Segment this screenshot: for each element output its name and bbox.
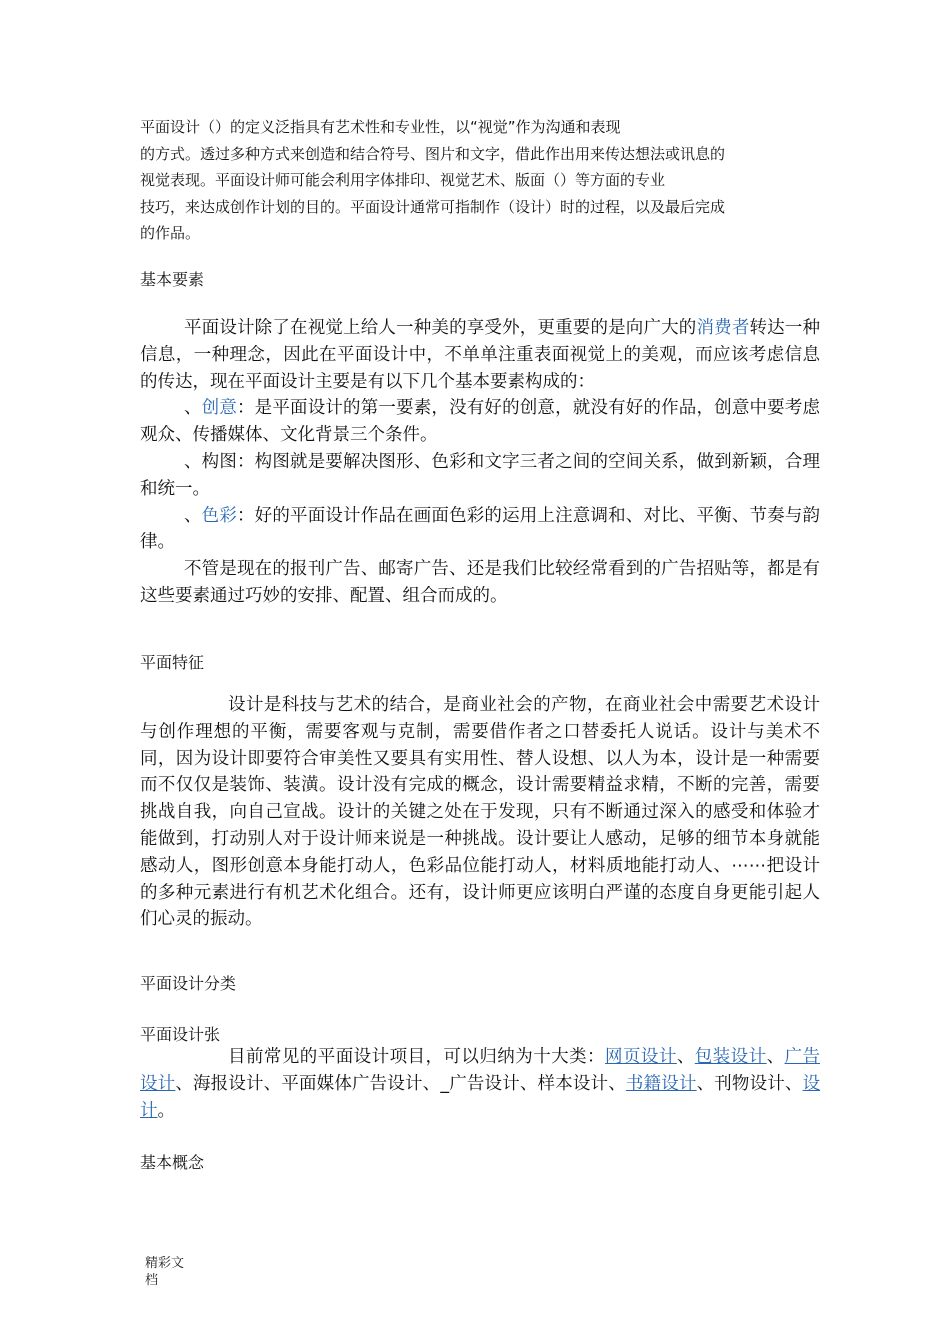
- design-link[interactable]: 设计: [140, 1073, 821, 1121]
- intro-line: 技巧，来达成创作计划的目的。平面设计通常可指制作（设计）时的过程，以及最后完成: [140, 197, 726, 216]
- text-span: 、: [766, 1047, 785, 1067]
- text-span: ：是平面设计的第一要素，没有好的创意，就没有好的作品，创意中要考虑观众、传播媒体、文化背景三个条件。: [140, 398, 820, 446]
- text-span: 、: [696, 1073, 715, 1094]
- heading-basic-concepts: 基本概念: [140, 1153, 205, 1172]
- advertising-design-link[interactable]: 广告设计: [140, 1047, 820, 1094]
- page-footer: [145, 1255, 205, 1289]
- features-paragraph: 设计是科技与艺术的结合，是商业社会的产物，在商业社会中需要艺术设计与创作理想的平衡，需要客观与克制，需要借作者之口替委托人说话。设计与美术不同，因为设计即要符合审美性又要具有实用性、替人设想、以人为本，设计是一种需要而不仅仅是装饰、装潢。设计没有完成的概念，设计需要精益求精，不断的完善，需要挑战自我，向自己宣战。设计的关键之处在于发现，只有不断通过深入的感受和体验才能做到，打动别人对于设计师来说是一种挑战。设计要让人感动，足够的细节本身就能感动人，图形创意本身能打动人，色彩品位能打动人，材料质地能打动人、⋯⋯把设计的多种元素进行有机艺术化组合。还有，设计师更应该明白严谨的态度自身更能引起人们心灵的振动。: [140, 695, 820, 930]
- intro-line: 平面设计（）的定义泛指具有艺术性和专业性，以“视觉”作为沟通和表现: [140, 118, 621, 136]
- text-span: 转达一种信息，一种理念，因此在平面设计中，不单单注重表面视觉上的美观，而应该考虑信息的传达，现在平面设计主要是有以下几个基本要素构成的：: [140, 318, 821, 392]
- heading-basic-elements: 基本要素: [140, 270, 205, 289]
- color-link[interactable]: 色彩: [201, 505, 238, 526]
- text-span: 平面设计除了在视觉上给人一种美的享受外，更重要的是向广大的: [184, 318, 697, 338]
- text-span: 、: [676, 1047, 695, 1067]
- text-span: 。: [157, 1100, 175, 1121]
- footer-line: 档: [145, 1273, 159, 1288]
- element-item-color: [140, 503, 820, 557]
- categories-body: [140, 1044, 820, 1124]
- text-span: 目前常见的平面设计项目，可以归纳为十大类：: [228, 1047, 606, 1067]
- heading-categories: 平面设计分类: [140, 974, 237, 993]
- consumer-link[interactable]: 消费者: [696, 318, 750, 338]
- intro-line: 的方式。透过多种方式来创造和结合符号、图片和文字，借此作出用来传达想法或讯息的: [140, 144, 726, 163]
- text-span: 刊物设计、: [714, 1073, 803, 1094]
- text-span: 海报设计、平面媒体广告设计、_广告设计、样本设计、: [193, 1073, 626, 1094]
- packaging-design-link[interactable]: 包装设计: [694, 1047, 767, 1067]
- features-body: [140, 692, 820, 933]
- intro-line: 视觉表现。平面设计师可能会利用字体排印、视觉艺术、版面（）等方面的专业: [140, 171, 666, 189]
- text-span: ：好的平面设计作品在画面色彩的运用上注意调和、对比、平衡、节奏与韵律。: [140, 505, 820, 553]
- basic-elements-intro-paragraph: [140, 315, 820, 395]
- subheading-categories: 平面设计张: [140, 1025, 221, 1044]
- book-design-link[interactable]: 书籍设计: [625, 1073, 697, 1094]
- basic-elements-body: [140, 315, 820, 610]
- intro-paragraph: [140, 114, 725, 247]
- heading-features: 平面特征: [140, 653, 205, 672]
- text-span: 、: [184, 505, 202, 526]
- intro-line: 的作品。: [140, 224, 201, 242]
- text-span: 、: [175, 1073, 194, 1094]
- element-item-creativity: [140, 395, 820, 449]
- footer-line: 精彩文: [145, 1256, 185, 1271]
- basic-elements-closing-paragraph: 不管是现在的报刊广告、邮寄广告、还是我们比较经常看到的广告招贴等，都是有这些要素通过巧妙的安排、配置、组合而成的。: [140, 559, 820, 606]
- text-span: 、: [184, 398, 202, 419]
- element-item-composition: 、构图：构图就是要解决图形、色彩和文字三者之间的空间关系，做到新颖，合理和统一。: [140, 451, 820, 499]
- creativity-link[interactable]: 创意: [201, 398, 238, 419]
- web-design-link[interactable]: 网页设计: [605, 1047, 677, 1067]
- categories-paragraph: [140, 1044, 820, 1124]
